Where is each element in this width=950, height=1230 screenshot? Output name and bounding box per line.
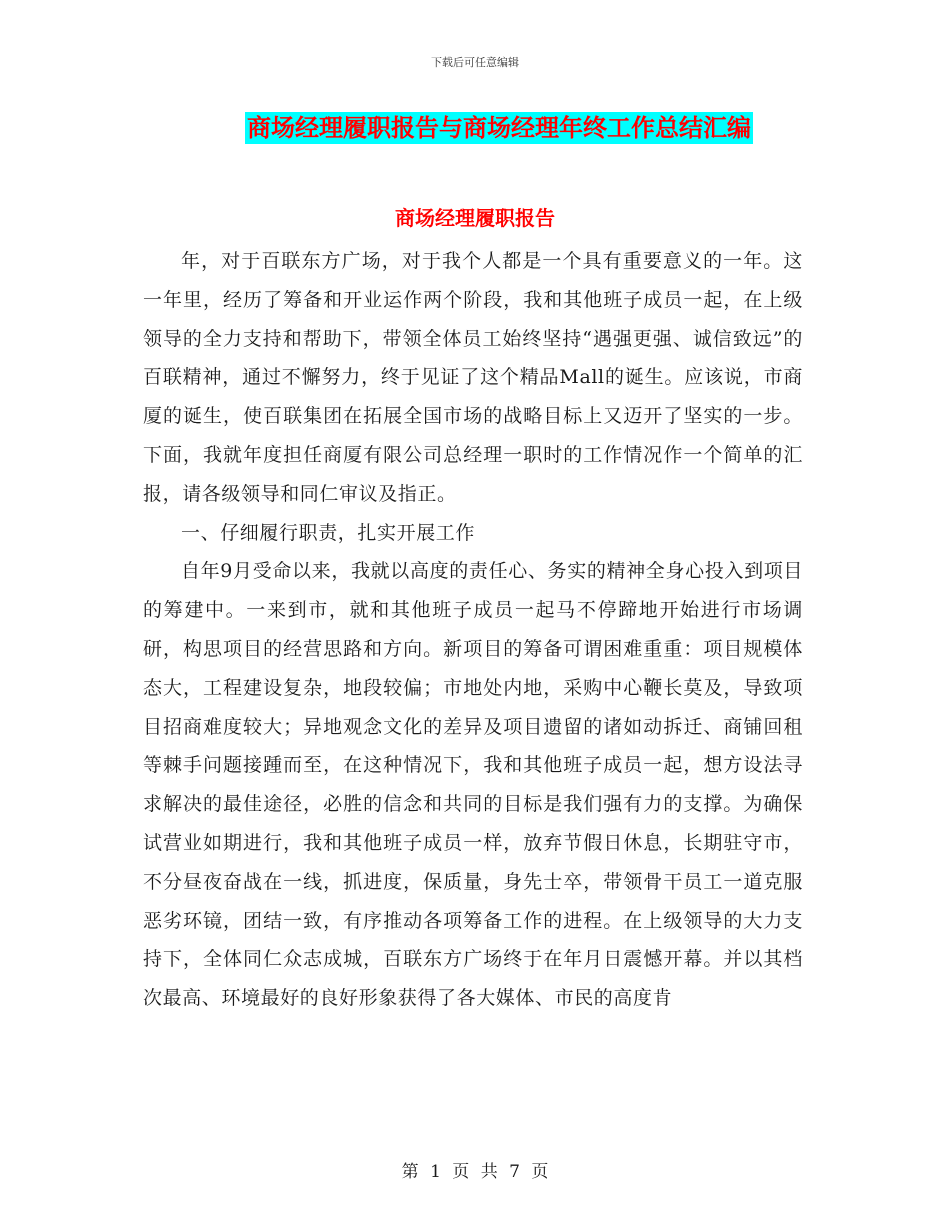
page-number-footer: 第 1 页 共 7 页 xyxy=(401,1162,549,1182)
body-heading-1: 一、仔细履行职责，扎实开展工作 xyxy=(181,521,476,544)
document-body xyxy=(143,242,803,1018)
section-title: 商场经理履职报告 xyxy=(395,206,555,230)
document-title: 商场经理履职报告与商场经理年终工作总结汇编 xyxy=(247,114,751,142)
body-paragraph-intro: 年，对于百联东方广场，对于我个人都是一个具有重要意义的一年。这一年里，经历了筹备和开业运作两个阶段，我和其他班子成员一起，在上级领导的全力支持和帮助下，带领全体员工始终坚持“遇强更强、诚信致远”的百联精神，通过不懈努力，终于见证了这个精品Mall的诞生。应该说，市商厦的诞生，使百联集团在拓展全国市场的战略目标上又迈开了坚实的一步。下面，我就年度担任商厦有限公司总经理一职时的工作情况作一个简单的汇报，请各级领导和同仁审议及指正。 xyxy=(143,250,803,505)
page-header-note: 下载后可任意编辑 xyxy=(431,56,519,69)
body-paragraph-2: 自年9月受命以来，我就以高度的责任心、务实的精神全身心投入到项目的筹建中。一来到市，就和其他班子成员一起马不停蹄地开始进行市场调研，构思项目的经营思路和方向。新项目的筹备可谓困难重重：项目规模体态大，工程建设复杂，地段较偏；市地处内地，采购中心鞭长莫及，导致项目招商难度较大；异地观念文化的差异及项目遗留的诸如动拆迁、商铺回租等棘手问题接踵而至，在这种情况下，我和其他班子成员一起，想方设法寻求解决的最佳途径，必胜的信念和共同的目标是我们强有力的支撑。为确保试营业如期进行，我和其他班子成员一样，放弃节假日休息，长期驻守市，不分昼夜奋战在一线，抓进度，保质量，身先士卒，带领骨干员工一道克服恶劣环镜，团结一致，有序推动各项筹备工作的进程。在上级领导的大力支持下，全体同仁众志成城，百联东方广场终于在年月日震憾开幕。并以其档次最高、环境最好的良好形象获得了各大媒体、市民的高度肯 xyxy=(143,560,803,1010)
document-title-container xyxy=(0,112,950,144)
